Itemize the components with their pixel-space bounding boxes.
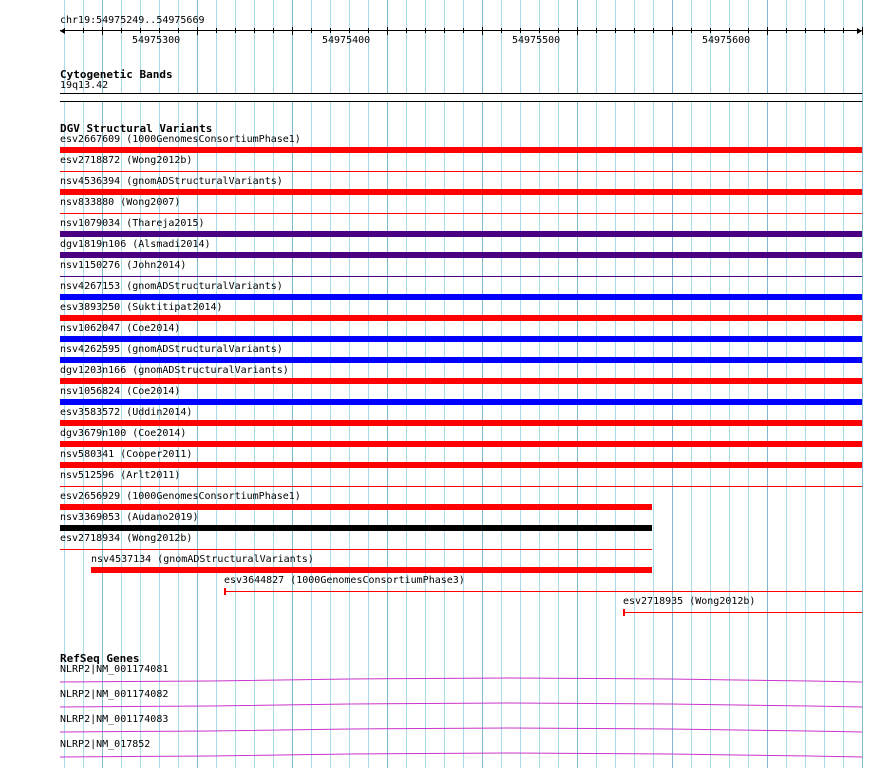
grid-line [843,0,844,768]
ruler-tick [862,27,863,35]
dgv-feature-start-cap [224,588,226,595]
ruler-tick [729,28,730,33]
dgv-feature-label: nsv4262595 (gnomADStructuralVariants) [60,344,283,355]
dgv-feature-label: dgv1819n106 (Alsmadi2014) [60,239,211,250]
ruler-tick [691,28,692,33]
grid-line [710,0,711,768]
ruler-tick [330,28,331,33]
dgv-feature-label: nsv1062047 (Coe2014) [60,323,181,334]
dgv-track-title[interactable]: DGV Structural Variants [60,122,213,135]
ruler-tick [596,28,597,33]
refseq-gene-label: NLRP2|NM_001174081 [60,664,169,675]
ruler-tick [824,28,825,33]
ruler-tick [843,28,844,33]
tick-label-4: 54975600 [702,35,751,46]
grid-line [292,0,293,768]
grid-line [254,0,255,768]
ruler-tick [444,28,445,33]
ruler-tick [254,28,255,33]
gene-intron-line [60,753,862,757]
grid-line [748,0,749,768]
ruler-tick [501,28,502,33]
dgv-feature-label: nsv4537134 (gnomADStructuralVariants) [91,554,314,565]
grid-line [349,0,350,768]
gene-intron-line [60,678,862,682]
grid-line [615,0,616,768]
region-label: chr19:54975249..54975669 [60,15,205,26]
dgv-feature-bar[interactable] [60,315,862,321]
grid-line [539,0,540,768]
grid-line [520,0,521,768]
dgv-feature-label: nsv512596 (Arlt2011) [60,470,181,481]
dgv-feature-label: esv3893250 (Suktitipat2014) [60,302,223,313]
dgv-feature-bar[interactable] [60,525,652,531]
dgv-feature-bar[interactable] [60,486,862,487]
ruler-tick [805,28,806,33]
grid-line [140,0,141,768]
ruler-tick [406,28,407,33]
grid-line [501,0,502,768]
ruler-tick [577,27,578,35]
grid-line [178,0,179,768]
cytoband-band[interactable] [60,93,862,102]
dgv-feature-label: nsv1150276 (John2014) [60,260,187,271]
grid-line [330,0,331,768]
dgv-feature-bar[interactable] [60,549,652,550]
ruler-tick [197,27,198,35]
grid-line [273,0,274,768]
dgv-feature-bar[interactable] [60,276,862,277]
dgv-feature-label: dgv1203n166 (gnomADStructuralVariants) [60,365,289,376]
ruler-tick [102,27,103,35]
grid-line [368,0,369,768]
ruler-tick [767,27,768,35]
grid-line [482,0,483,768]
dgv-feature-bar[interactable] [60,189,862,195]
grid-line [729,0,730,768]
ruler-tick [425,28,426,33]
dgv-feature-label: esv2667609 (1000GenomesConsortiumPhase1) [60,134,301,145]
ruler-tick [653,28,654,33]
ruler-tick [463,28,464,33]
tick-label-3: 54975500 [512,35,561,46]
dgv-feature-bar[interactable] [60,441,862,447]
grid-line [634,0,635,768]
ruler-tick [273,28,274,33]
ruler-tick [64,28,65,33]
dgv-feature-bar[interactable] [60,171,862,172]
grid-line [235,0,236,768]
dgv-feature-bar[interactable] [60,294,862,300]
ruler-tick [235,28,236,33]
grid-line [653,0,654,768]
dgv-feature-bar[interactable] [60,420,862,426]
dgv-feature-bar[interactable] [60,336,862,342]
ruler-tick [786,28,787,33]
ruler-tick [672,27,673,35]
grid-line [805,0,806,768]
tick-label-2: 54975400 [322,35,371,46]
dgv-feature-label: nsv4536394 (gnomADStructuralVariants) [60,176,283,187]
grid-line [425,0,426,768]
dgv-feature-bar[interactable] [60,357,862,363]
grid-line [767,0,768,768]
ruler-tick [368,28,369,33]
cytoband-label: 19q13.42 [60,80,109,91]
grid-line [311,0,312,768]
ruler-tick [710,28,711,33]
dgv-feature-bar[interactable] [60,252,862,258]
refseq-track-title[interactable]: RefSeq Genes [60,652,140,665]
ruler-tick [292,27,293,35]
grid-line [463,0,464,768]
grid-line [159,0,160,768]
ruler-tick [216,28,217,33]
ruler-tick [748,28,749,33]
dgv-feature-label: nsv1079034 (Thareja2015) [60,218,205,229]
dgv-feature-label: esv3644827 (1000GenomesConsortiumPhase3) [224,575,465,586]
ruler-tick [558,28,559,33]
dgv-feature-label: esv3583572 (Uddin2014) [60,407,193,418]
ruler-tick [387,27,388,35]
grid-line [824,0,825,768]
grid-line [387,0,388,768]
dgv-feature-bar[interactable] [60,147,862,153]
dgv-feature-bar[interactable] [91,567,652,573]
refseq-gene-model[interactable] [60,750,862,758]
ruler-tick [615,28,616,33]
dgv-feature-label: nsv580341 (Cooper2011) [60,449,193,460]
grid-line [406,0,407,768]
ruler-axis [60,30,862,31]
dgv-feature-bar[interactable] [60,504,652,510]
ruler-tick [482,27,483,35]
refseq-gene-label: NLRP2|NM_001174082 [60,689,169,700]
ruler-tick [83,28,84,33]
dgv-feature-bar[interactable] [623,612,862,613]
dgv-feature-start-cap [623,609,625,616]
grid-line [862,0,863,768]
refseq-gene-model[interactable] [60,725,862,733]
ruler-tick [159,28,160,33]
ruler-tick [121,28,122,33]
dgv-feature-label: nsv4267153 (gnomADStructuralVariants) [60,281,283,292]
ruler-tick [311,28,312,33]
grid-line [558,0,559,768]
refseq-gene-label: NLRP2|NM_001174083 [60,714,169,725]
grid-line [197,0,198,768]
dgv-feature-bar[interactable] [60,399,862,405]
dgv-feature-label: esv2718935 (Wong2012b) [623,596,756,607]
ruler-tick [520,28,521,33]
ruler-tick [539,28,540,33]
grid-line [786,0,787,768]
dgv-feature-bar[interactable] [224,591,862,592]
dgv-feature-label: esv2656929 (1000GenomesConsortiumPhase1) [60,491,301,502]
grid-line [444,0,445,768]
ruler-tick [140,28,141,33]
dgv-feature-label: esv2718934 (Wong2012b) [60,533,193,544]
gene-intron-line [60,728,862,732]
grid-line [577,0,578,768]
dgv-feature-bar[interactable] [60,378,862,384]
dgv-feature-label: nsv3369053 (Audano2019) [60,512,199,523]
dgv-feature-label: nsv833880 (Wong2007) [60,197,181,208]
dgv-feature-label: dgv3679n100 (Coe2014) [60,428,187,439]
grid-line [691,0,692,768]
refseq-gene-label: NLRP2|NM_017852 [60,739,151,750]
refseq-gene-model[interactable] [60,700,862,708]
dgv-feature-label: nsv1056824 (Coe2014) [60,386,181,397]
grid-line [216,0,217,768]
dgv-feature-bar[interactable] [60,213,862,214]
dgv-feature-bar[interactable] [60,462,862,468]
ruler-tick [178,28,179,33]
cytoband-track-title[interactable]: Cytogenetic Bands [60,68,173,81]
dgv-feature-bar[interactable] [60,231,862,237]
grid-line [672,0,673,768]
grid-line [596,0,597,768]
dgv-feature-label: esv2718872 (Wong2012b) [60,155,193,166]
gene-intron-line [60,703,862,707]
ruler-tick [634,28,635,33]
refseq-gene-model[interactable] [60,675,862,683]
ruler-tick [349,28,350,33]
tick-label-1: 54975300 [132,35,181,46]
